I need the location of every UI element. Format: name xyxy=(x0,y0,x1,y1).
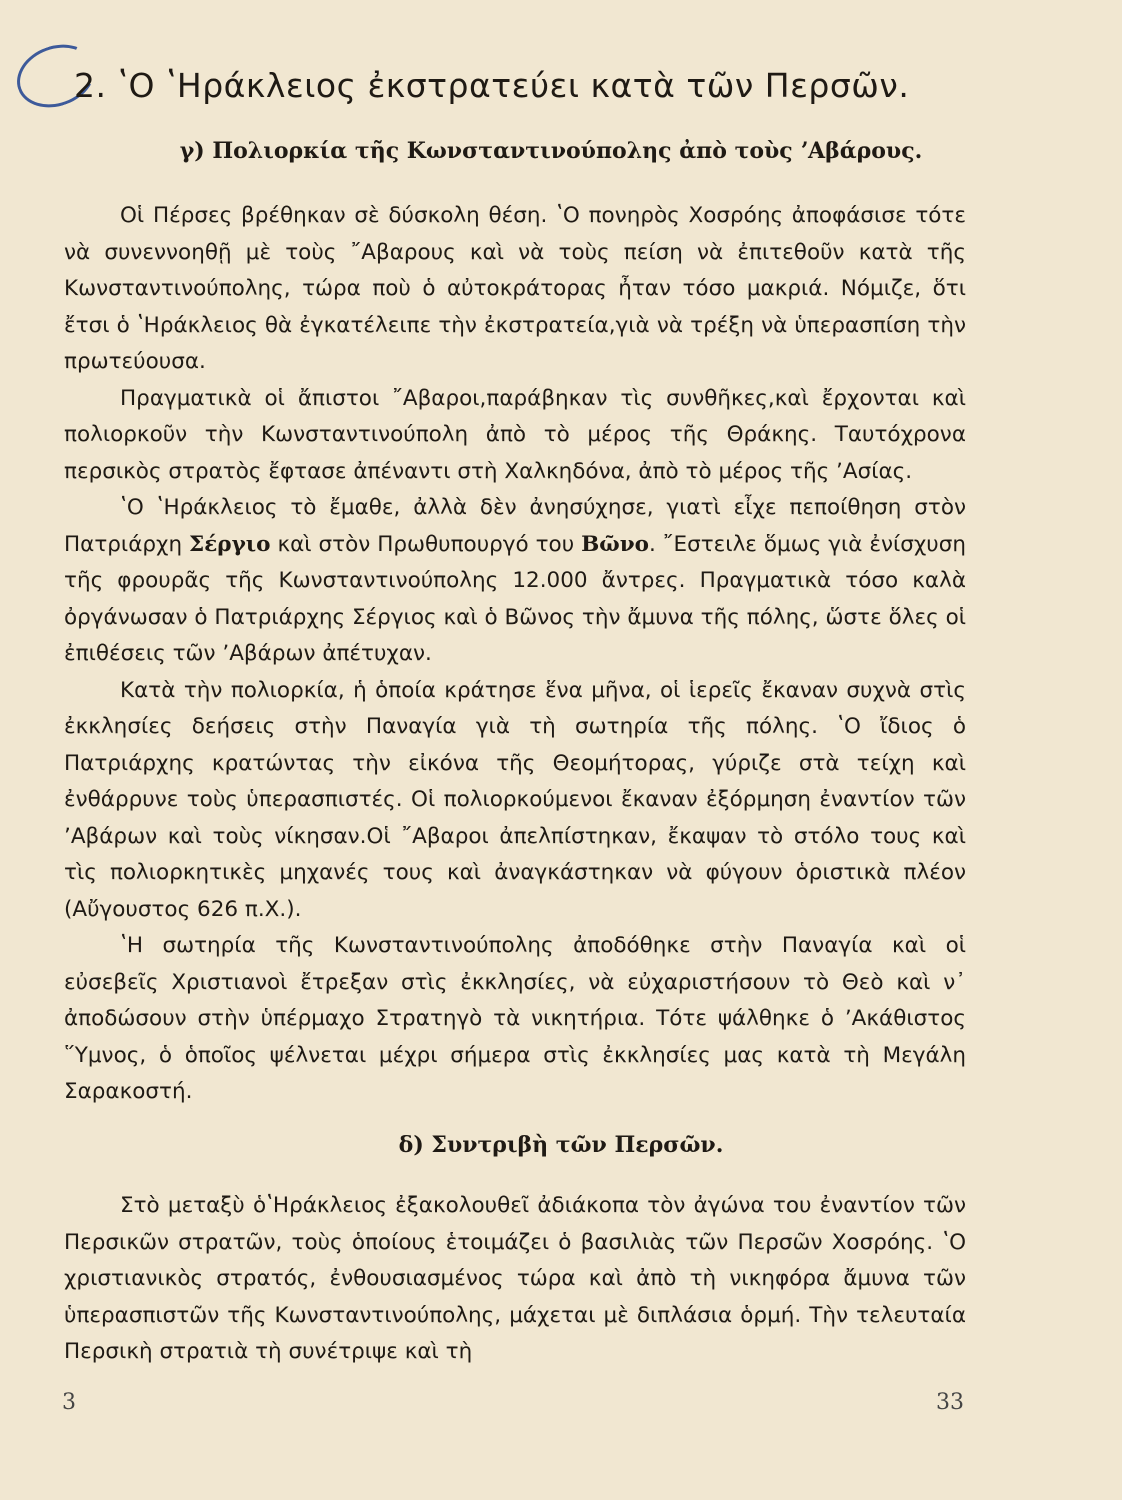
section-heading-g: γ) Πολιορκία τῆς Κωνσταντινούπολης ἀπὸ τοὺς ʼΑβάρους. xyxy=(179,138,923,164)
section-g-body xyxy=(64,198,966,1111)
paragraph: Κατὰ τὴν πολιορκία, ἡ ὁποία κράτησε ἕνα μῆνα, οἱ ἱερεῖς ἔκαναν συχνὰ στὶς ἐκκλησίες δεήσεις στὴν Παναγία γιὰ τὴ σωτηρία τῆς πόλης. ʽΟ ἴδιος ὁ Πατριάρχης κρατώντας τὴν εἰκόνα τῆς Θεομήτορας, γύριζε στὰ τείχη καὶ ἐνθάρρυνε τοὺς ὑπερασπιστές. Οἱ πολιορκούμενοι ἔκαναν ἐξόρμηση ἐναντίον τῶν ʼΑβάρων καὶ τοὺς νίκησαν.Οἱ ῎Αβαροι ἀπελπίστηκαν, ἔκαψαν τὸ στόλο τους καὶ τὶς πολιορκητικὲς μηχανές τους καὶ ἀναγκάστηκαν νὰ φύγουν ὁριστικὰ πλέον (Αὔγουστος 626 π.Χ.). xyxy=(64,677,966,922)
chapter-title: 2. ʽΟ ʽΗράκλειος ἐκστρατεύει κατὰ τῶν Περσῶν. xyxy=(74,66,910,105)
section-d-body xyxy=(64,1188,966,1371)
page-number: 33 xyxy=(936,1390,964,1415)
signature-mark: 3 xyxy=(62,1390,76,1415)
section-heading-d: δ) Συντριβὴ τῶν Περσῶν. xyxy=(398,1132,724,1158)
paragraph: Στὸ μεταξὺ ὁʽΗράκλειος ἐξακολουθεῖ ἀδιάκοπα τὸν ἀγώνα του ἐναντίον τῶν Περσικῶν στρατῶν, τοὺς ὁποίους ἑτοιμάζει ὁ βασιλιὰς τῶν Περσῶν Χοσρόης. ʽΟ χριστιανικὸς στρατός, ἐνθουσιασμένος τώρα καὶ ἀπὸ τὴ νικηφόρα ἄμυνα τῶν ὑπερασπιστῶν τῆς Κωνσταντινούπολης, μάχεται μὲ διπλάσια ὁρμή. Τὴν τελευταία Περσικὴ στρατιὰ τὴ συνέτριψε καὶ τὴ xyxy=(64,1193,966,1364)
paragraph: ʽΗ σωτηρία τῆς Κωνσταντινούπολης ἀποδόθηκε στὴν Παναγία καὶ οἱ εὐσεβεῖς Χριστιανοὶ ἔτρεξαν στὶς ἐκκλησίες, νὰ εὐχαριστήσουν τὸ Θεὸ καὶ ν᾽ ἀποδώσουν στὴν ὑπέρμαχο Στρατηγὸ τὰ νικητήρια. Τότε ψάλθηκε ὁ ʼΑκάθιστος ῞Υμνος, ὁ ὁποῖος ψέλνεται μέχρι σήμερα στὶς ἐκκλησίες μας κατὰ τὴ Μεγάλη Σαρακοστή. xyxy=(64,933,966,1104)
paragraph-with-names xyxy=(64,490,966,673)
paragraph: Πραγματικὰ οἱ ἄπιστοι ῎Αβαροι,παράβηκαν τὶς συνθῆκες,καὶ ἔρχονται καὶ πολιορκοῦν τὴν Κωνσταντινούπολη ἀπὸ τὸ μέρος τῆς Θράκης. Ταυτόχρονα περσικὸς στρατὸς ἔφτασε ἀπέναντι στὴ Χαλκηδόνα, ἀπὸ τὸ μέρος τῆς ʼΑσίας. xyxy=(64,385,966,484)
name-sergios: Σέργιο xyxy=(189,531,271,557)
paragraph-text: ʽΟ ʽΗράκλειος τὸ ἔμαθε, ἀλλὰ δὲν ἀνησύχησε, γιατὶ εἶχε πεποίθηση στὸν Πατριάρχη xyxy=(64,495,966,557)
paragraph-text: καὶ στὸν Πρωθυπουργό του xyxy=(270,531,582,557)
paragraph-text: . ῎Εστειλε ὅμως γιὰ ἐνίσχυση τῆς φρουρᾶς τῆς Κωνσταντινούπολης 12.000 ἄντρες. Πραγματικὰ τόσο καλὰ ὀργάνωσαν ὁ Πατριάρχης Σέργιος καὶ ὁ Βῶνος τὴν ἄμυνα τῆς πόλης, ὥστε ὅλες οἱ ἐπιθέσεις τῶν ʼΑβάρων ἀπέτυχαν. xyxy=(64,531,967,666)
paragraph: Οἱ Πέρσες βρέθηκαν σὲ δύσκολη θέση. ʽΟ πονηρὸς Χοσρόης ἀποφάσισε τότε νὰ συνεννοηθῇ μὲ τοὺς ῎Αβαρους καὶ νὰ τοὺς πείση νὰ ἐπιτεθοῦν κατὰ τῆς Κωνσταντινούπολης, τώρα ποὺ ὁ αὐτοκράτορας ἦταν τόσο μακριά. Νόμιζε, ὅτι ἔτσι ὁ ʽΗράκλειος θὰ ἐγκατέλειπε τὴν ἐκστρατεία,γιὰ νὰ τρέξη νὰ ὑπερασπίση τὴν πρωτεύουσα. xyxy=(64,203,966,374)
name-vonos: Βῶνο xyxy=(581,531,649,557)
